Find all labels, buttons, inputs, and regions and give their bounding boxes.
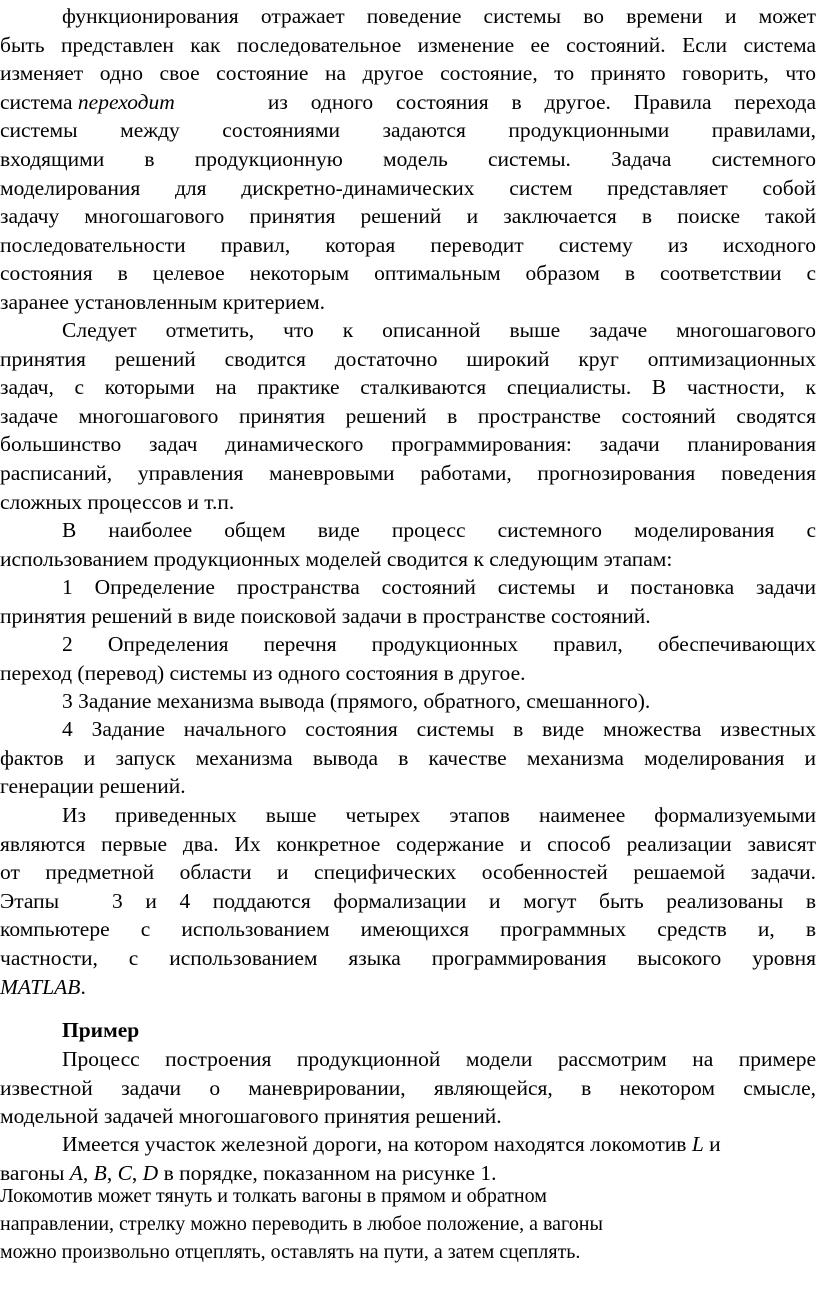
list-item-step-3 — [0, 687, 816, 716]
text-line — [0, 973, 816, 1002]
text-line — [0, 887, 816, 916]
text-line: моделирования для дискретно-динамических систем представляет собой — [0, 175, 816, 200]
text-line: Следует отметить, что к описанной выше задаче многошагового — [62, 318, 816, 342]
text-line: Процесс построения продукционной модели рассмотрим на примере — [62, 1047, 816, 1071]
text-line: переход (перевод) системы из одного состояния в другое. — [0, 660, 526, 685]
paragraph-1 — [0, 2, 816, 317]
text-line: принятия решений сводится достаточно широкий круг оптимизационных — [0, 346, 816, 371]
text-line: расписаний, управления маневровыми работами, прогнозирования поведения — [0, 460, 816, 485]
text-line: задаче многошагового принятия решений в пространстве состояний сводятся — [0, 403, 816, 428]
text-line: последовательности правил, которая переводит систему из исходного — [0, 232, 816, 257]
text-line: принятия решений в виде поисковой задачи в пространстве состояний. — [0, 603, 651, 628]
text-fragment: , — [131, 1160, 143, 1185]
text-line: 3 Задание механизма вывода (прямого, обратного, смешанного). — [62, 689, 651, 713]
text-fragment: из одного состояния в другое. Правила перехода — [267, 89, 816, 114]
text-line: 1 Определение пространства состояний системы и постановка задачи — [62, 575, 816, 599]
text-line: задач, с которыми на практике сталкиваются специалисты. В частности, к — [0, 375, 816, 400]
italic-term: L — [691, 1132, 704, 1156]
paragraph-3 — [0, 516, 816, 573]
text-fragment: в порядке, показанном на рисунке 1. — [158, 1160, 497, 1185]
list-item-step-4 — [0, 715, 816, 801]
text-line: генерации решений. — [0, 774, 186, 799]
text-fragment: Имеется участок железной дороги, на котором находятся локомотив — [62, 1132, 692, 1156]
text-line: Локомотив может тянуть и толкать вагоны в прямом и обратном — [0, 1185, 547, 1207]
text-line: заранее установленным критерием. — [0, 289, 326, 314]
text-line: В наиболее общем виде процесс системного моделирования с — [62, 518, 816, 542]
text-fragment: Этапы — [0, 888, 60, 913]
paragraph-5 — [0, 1045, 816, 1131]
text-line: большинство задач динамического программирования: задачи планирования — [0, 432, 816, 457]
text-line: входящими в продукционную модель системы. Задача системного — [0, 146, 816, 171]
text-line: задачу многошагового принятия решений и заключается в поиске такой — [0, 204, 816, 229]
text-line: от предметной области и специфических особенностей решаемой задачи. — [0, 860, 816, 885]
paragraph-2 — [0, 316, 816, 516]
text-line: изменяет одно свое состояние на другое состояние, то принято говорить, что — [0, 61, 816, 86]
text-line: состояния в целевое некоторым оптимальным образом в соответствии с — [0, 261, 816, 286]
text-line — [0, 88, 816, 117]
text-line: использованием продукционных моделей сводится к следующим этапам: — [0, 546, 673, 571]
text-fragment: и — [703, 1132, 721, 1156]
text-fragment: система — [0, 89, 78, 114]
text-fragment: . — [80, 974, 86, 999]
text-fragment: 3 и 4 поддаются формализации и могут быть реализованы в — [112, 888, 816, 913]
text-fragment: , — [106, 1160, 118, 1185]
italic-term: C — [117, 1160, 132, 1185]
italic-term: MATLAB — [0, 974, 81, 999]
text-line: являются первые два. Их конкретное содержание и способ реализации зависят — [0, 831, 816, 856]
text-line: сложных процессов и т.п. — [0, 489, 235, 514]
text-line: известной задачи о маневрировании, являющейся, в некотором смысле, — [0, 1075, 816, 1100]
italic-term: D — [142, 1160, 159, 1185]
text-line — [0, 1130, 816, 1159]
text-line: фактов и запуск механизма вывода в качестве механизма моделирования и — [0, 745, 816, 770]
text-line: 4 Задание начального состояния системы в виде множества известных — [62, 717, 816, 741]
italic-term: переходит — [77, 89, 175, 114]
text-line: частности, с использованием языка программирования высокого уровня — [0, 945, 816, 970]
text-line: модельной задачей многошагового принятия решений. — [0, 1104, 502, 1129]
text-line: Из приведенных выше четырех этапов наименее формализуемыми — [62, 803, 816, 827]
text-fragment: вагоны — [0, 1160, 70, 1185]
italic-term: A — [69, 1160, 83, 1185]
paragraph-6 — [0, 1130, 816, 1187]
list-item-step-2 — [0, 630, 816, 687]
text-line: направлении, стрелку можно переводить в любое положение, а вагоны — [0, 1213, 603, 1235]
paragraph-7 — [0, 1182, 816, 1266]
text-fragment: , — [82, 1160, 94, 1185]
section-heading: Пример — [62, 1018, 140, 1042]
text-line: быть представлен как последовательное изменение ее состояний. Если система — [0, 32, 816, 57]
paragraph-4 — [0, 801, 816, 1001]
text-line: системы между состояниями задаются продукционными правилами, — [0, 118, 816, 143]
italic-term: B — [93, 1160, 107, 1185]
list-item-step-1 — [0, 573, 816, 630]
text-line: компьютере с использованием имеющихся программных средств и, в — [0, 917, 816, 942]
text-line: можно произвольно отцеплять, оставлять на пути, а затем сцеплять. — [0, 1241, 581, 1263]
text-line: 2 Определения перечня продукционных правил, обеспечивающих — [62, 632, 816, 656]
text-line: функционирования отражает поведение системы во времени и может — [62, 4, 816, 28]
